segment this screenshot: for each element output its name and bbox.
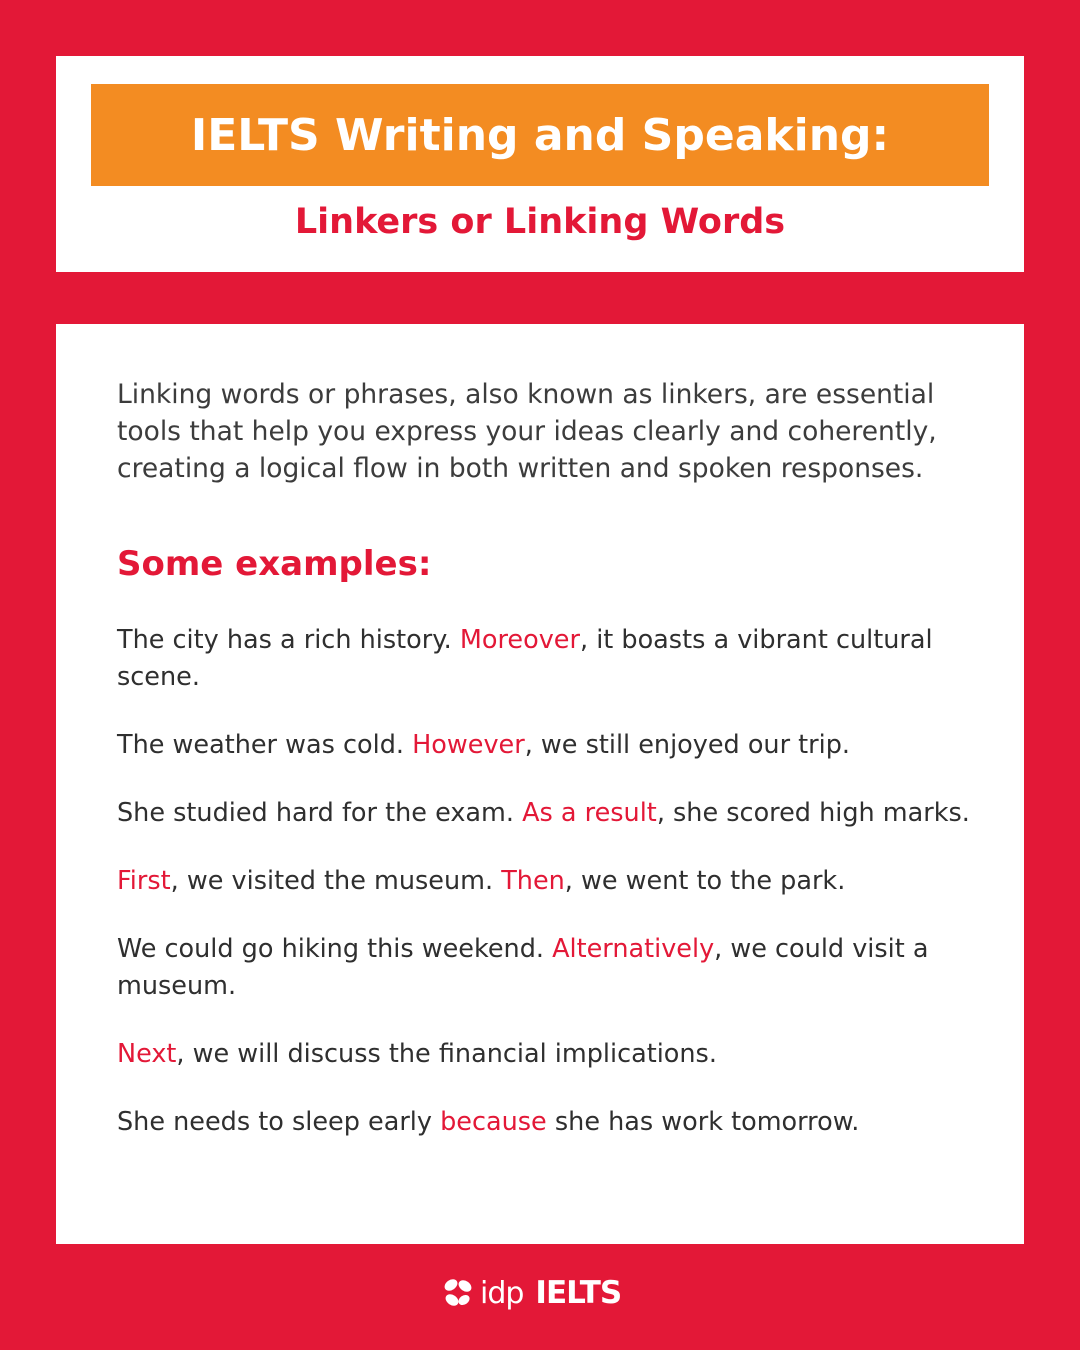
sentence-fragment: , we could visit a museum. [117,934,929,1001]
sentence-fragment: , it boasts a vibrant cultural scene. [117,625,933,692]
linker-word: Next [117,1039,177,1069]
page-title: IELTS Writing and Speaking: [190,109,890,161]
linker-word: Moreover [459,625,580,655]
page-subtitle: Linkers or Linking Words [294,202,786,242]
sentence-fragment: , we went to the park. [564,866,846,896]
linker-word: However [412,730,525,760]
header-card [56,56,1024,272]
linker-word: because [440,1107,547,1137]
example-sentence [117,622,977,696]
example-sentence [117,863,977,900]
idp-flower-icon [440,1275,476,1311]
sentence-fragment: she has work tomorrow. [546,1107,860,1137]
example-sentence [117,795,977,832]
logo-idp-text: idp [480,1275,524,1311]
sentence-fragment: We could go hiking this weekend. [117,934,553,964]
content-card [56,324,1024,1244]
sentence-fragment: The city has a rich history. [117,625,460,655]
sentence-fragment: She needs to sleep early [117,1107,441,1137]
sentence-fragment: , we visited the museum. [170,866,502,896]
linker-word: Then [501,866,565,896]
sentence-fragment: She studied hard for the exam. [117,798,523,828]
linker-word: Alternatively [552,934,715,964]
sentence-fragment: , we will discuss the financial implications. [176,1039,717,1069]
sentence-fragment: , we still enjoyed our trip. [524,730,851,760]
example-sentence [117,1104,977,1141]
idp-ielts-logo [440,1270,621,1316]
example-sentence [117,1036,977,1073]
example-sentence [117,931,977,1005]
title-banner [91,84,989,186]
sentence-fragment: , she scored high marks. [656,798,970,828]
sentence-fragment: The weather was cold. [117,730,413,760]
logo-ielts-text: IELTS [535,1275,622,1311]
linker-word: First [117,866,171,896]
example-sentence [117,727,977,764]
examples-list [117,622,977,1172]
examples-heading: Some examples: [117,544,432,584]
linker-word: As a result [522,798,657,828]
intro-paragraph: Linking words or phrases, also known as linkers, are essential tools that help you express your ideas clearly and coherently, creating a logical flow in both written and spoken responses. [117,379,937,484]
